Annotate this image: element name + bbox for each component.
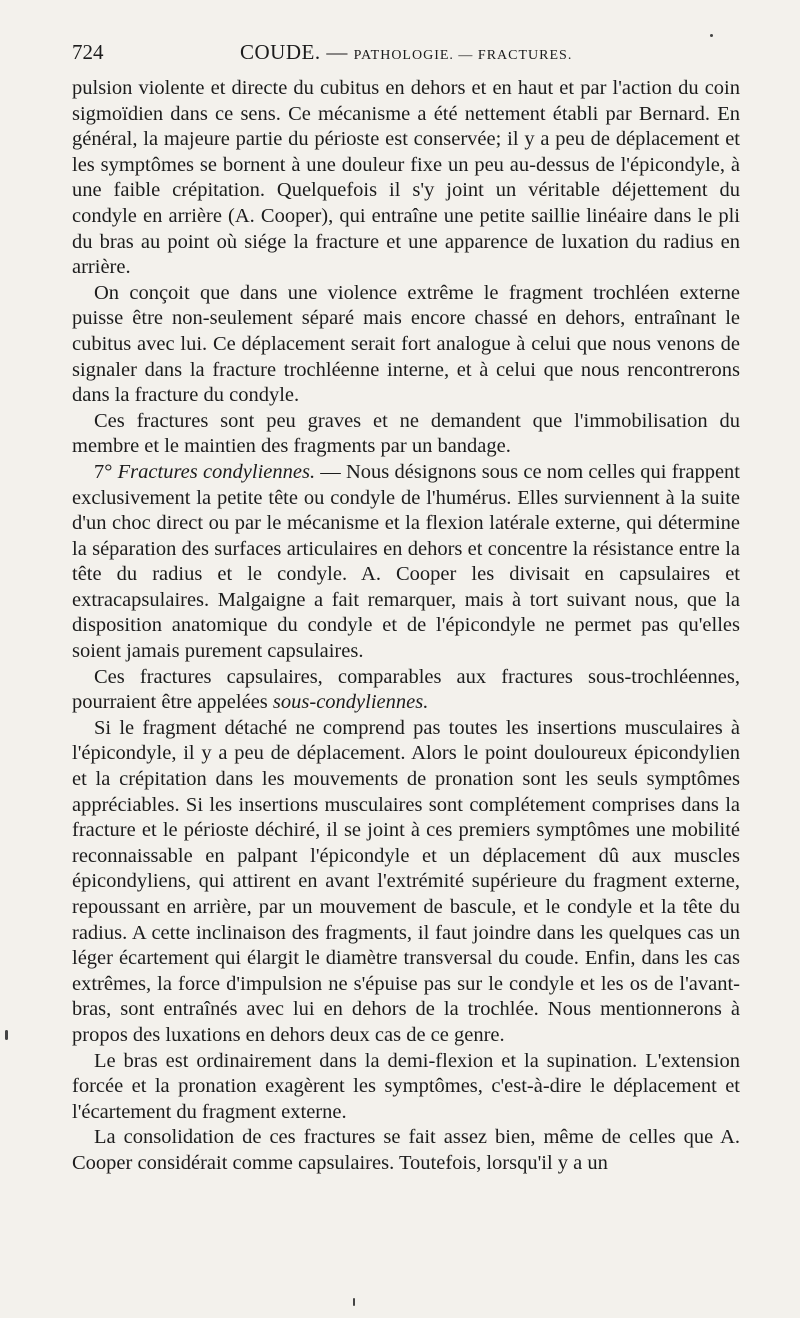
paragraph-4: [72, 460, 740, 665]
paragraph-4-text: — Nous désignons sous ce nom celles qui frappent exclusivement la petite tête ou condyle de l'humérus. Elles surviennent à la suite d'un choc direct ou par le mécanisme et la flexion latérale externe, qui détermine la séparation des surfaces articulaires en dehors et concentre la résistance entre la tête du radius et le condyle. A. Cooper les divisait en capsulaires et extracapsulaires. Malgaigne a fait remarquer, mais à tort suivant nous, que la disposition anatomique du condyle et de l'épicondyle ne permet pas qu'elles soient jamais purement capsulaires.: [72, 460, 740, 663]
paragraph-2: On conçoit que dans une violence extrême le fragment trochléen externe puisse être non-seulement séparé mais encore chassé en dehors, entraînant le cubitus avec lui. Ce déplacement serait fort analogue à celui que nous venons de signaler dans la fracture trochléenne interne, et à celui que nous rencontrerons dans la fracture du condyle.: [72, 281, 740, 407]
scan-speck: [710, 34, 713, 37]
paragraph-3: Ces fractures sont peu graves et ne demandent que l'immobilisation du membre et le maintien des fragments par un bandage.: [72, 409, 740, 458]
running-head-main: COUDE. —: [240, 40, 354, 64]
paragraph-5-text: Ces fractures capsulaires, comparables aux fractures sous-trochléennes, pourraient être appelées: [72, 665, 740, 714]
paragraph-1: pulsion violente et directe du cubitus en dehors et en haut et par l'action du coin sigmoïdien dans ce sens. Ce mécanisme a été nettement établi par Bernard. En général, la majeure partie du périoste est conservée; il y a peu de déplacement et les symptômes se bornent à une douleur fixe un peu au-dessus de l'épicondyle, à une faible crépitation. Quelquefois il s'y joint un véritable déjettement du condyle en arrière (A. Cooper), qui entraîne une petite saillie linéaire dans le pli du bras au point où siége la fracture et une apparence de luxation du radius en arrière.: [72, 77, 740, 279]
paragraph-6: Si le fragment détaché ne comprend pas toutes les insertions musculaires à l'épicondyle, il y a peu de déplacement. Alors le point douloureux épicondylien et la crépitation dans les mouvements de pronation sont les seuls symptômes appréciables. Si les insertions musculaires sont complétement comprises dans la fracture et le périoste déchiré, il se joint à ces premiers symptômes une mobilité reconnaissable en palpant l'épicondyle et un déplacement dû aux muscles épicondyliens, qui attirent en avant l'extrémité supérieure du fragment externe, repoussant en arrière, par un mouvement de bascule, et le condyle et la tête du radius. A cette inclinaison des fragments, il faut joindre dans les quelques cas un léger écartement qui élargit le diamètre transversal du coude. Enfin, dans les cas extrêmes, la force d'impulsion ne s'épuise pas sur le condyle et les os de l'avant-bras, sont entraînés avec lui en dehors de la trochlée. Nous mentionnerons à propos des luxations en dehors deux cas de ce genre.: [72, 716, 740, 1046]
scan-bottom-mark: [353, 1298, 355, 1306]
running-head-section: PATHOLOGIE. — FRACTURES.: [353, 48, 573, 63]
section-title: Fractures condyliennes.: [117, 460, 316, 483]
book-page: [72, 40, 740, 1177]
paragraph-8: La consolidation de ces fractures se fait assez bien, même de celles que A. Cooper considérait comme capsulaires. Toutefois, lorsqu'il y a un: [72, 1126, 740, 1174]
running-head: [240, 40, 572, 65]
term-sous-condyliennes: sous-condyliennes.: [272, 691, 429, 714]
paragraph-5: [72, 665, 740, 716]
page-header: [72, 40, 740, 76]
paragraph-7: Le bras est ordinairement dans la demi-flexion et la supination. L'extension forcée et la pronation exagèrent les symptômes, c'est-à-dire le déplacement et l'écartement du fragment externe.: [72, 1049, 740, 1123]
page-number: 724: [72, 40, 104, 64]
body-text: [72, 76, 740, 1177]
scan-margin-mark: [5, 1030, 8, 1040]
section-number: 7°: [94, 460, 118, 483]
